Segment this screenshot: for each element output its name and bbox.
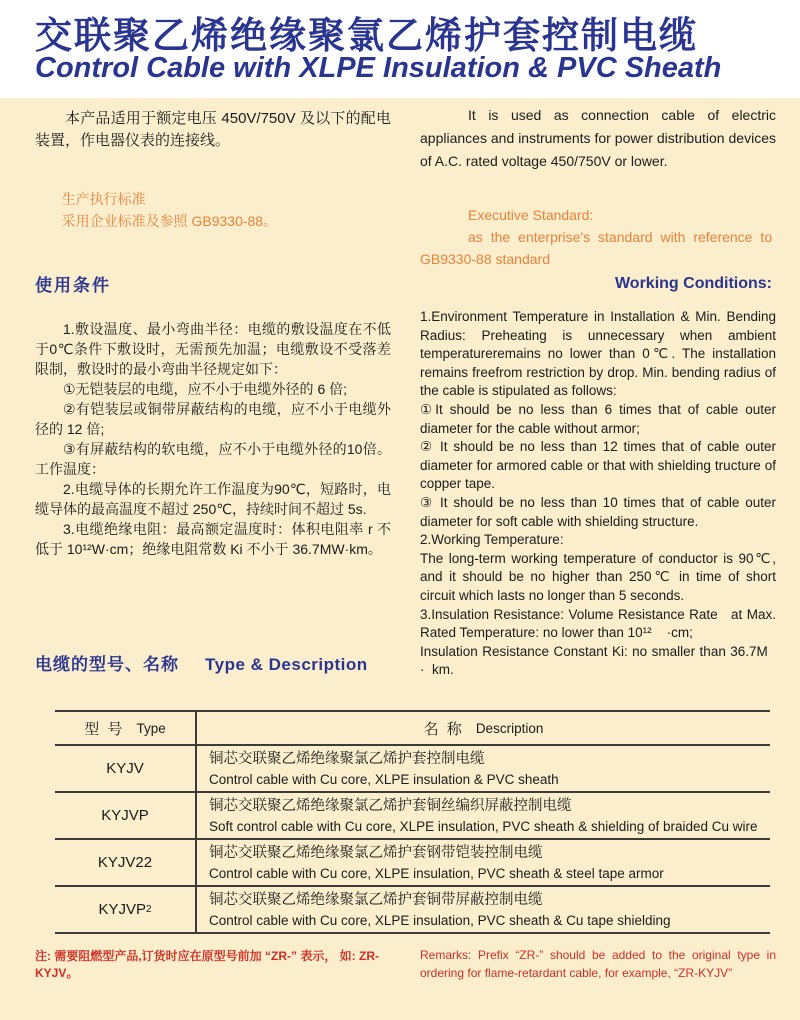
wc-zh-paragraph: ③有屏蔽结构的软电缆，应不小于电缆外径的10倍。工作温度： bbox=[35, 441, 391, 477]
intro-left-column bbox=[35, 108, 391, 232]
wc-en-paragraph: 1.Environment Temperature in Installation & Min. Bending Radius: Preheating is unnecessary when ambient temperatureremains no lower than 0℃. The installation remains freefrom restriction by drop. Min. bending radius of the cable is stipulated as follows: bbox=[420, 309, 776, 399]
wc-en-paragraph: 3.Insulation Resistance: Volume Resistance Rate at Max. Rated Temperature: no lower than 10¹² ·cm; bbox=[420, 606, 776, 641]
intro-paragraph-zh: 本产品适用于额定电压 450V/750V 及以下的配电装置，作电器仪表的连接线。 bbox=[35, 110, 391, 149]
cable-type-code bbox=[55, 793, 197, 838]
cable-description-cell bbox=[197, 793, 770, 838]
description-zh: 铜芯交联聚乙烯绝缘聚氯乙烯护套控制电缆 bbox=[209, 750, 485, 767]
table-row bbox=[55, 746, 770, 793]
description-en: Control cable with Cu core, XLPE insulation & PVC sheath bbox=[209, 771, 559, 787]
page-title-chinese: 交联聚乙烯绝缘聚氯乙烯护套控制电缆 bbox=[35, 15, 698, 56]
working-conditions-zh bbox=[35, 319, 391, 559]
wc-en-paragraph: Insulation Resistance Constant Ki: no smaller than 36.7M · km. bbox=[420, 643, 776, 678]
standard-body-zh: 采用企业标准及参照 GB9330-88。 bbox=[61, 213, 278, 229]
wc-zh-paragraph: 3.电缆绝缘电阻：最高额定温度时：体积电阻率 r 不低于 10¹²W·cm；绝缘电阻常数 Ki 不小于 36.7MW·km。 bbox=[35, 521, 391, 557]
footnote-zh: 注: 需要阻燃型产品,订货时应在原型号前加 “ZR-” 表示， 如: ZR-KYJV。 bbox=[35, 949, 379, 980]
description-zh: 铜芯交联聚乙烯绝缘聚氯乙烯护套铜丝编织屏蔽控制电缆 bbox=[209, 797, 572, 814]
header-type-en: Type bbox=[136, 720, 166, 736]
description-en: Control cable with Cu core, XLPE insulation, PVC sheath & Cu tape shielding bbox=[209, 912, 671, 928]
type-label-subscript: 2 bbox=[145, 904, 152, 915]
section-heading-type-description bbox=[35, 650, 368, 675]
wc-zh-paragraph: ②有铠装层或铜带屏蔽结构的电缆，应不小于电缆外径的 12 倍; bbox=[35, 401, 391, 437]
wc-en-paragraph: The long-term working temperature of conductor is 90℃, and it should be no higher than 250℃ in time of short circuit which lasts no longer than 5 seconds. bbox=[420, 550, 776, 603]
wc-zh-paragraph: 1.敷设温度、最小弯曲半径：电缆的敷设温度在不低于0℃条件下敷设时，无需预先加温；电缆敷设不受落差限制，敷设时的最小弯曲半径规定如下： bbox=[35, 321, 391, 377]
cable-type-code bbox=[55, 746, 197, 791]
type-heading-en: Type & Description bbox=[205, 655, 368, 674]
description-en: Control cable with Cu core, XLPE insulation, PVC sheath & steel tape armor bbox=[209, 865, 664, 881]
description-en: Soft control cable with Cu core, XLPE insulation, PVC sheath & shielding of braided Cu wire bbox=[209, 818, 758, 834]
executive-standard-en bbox=[420, 204, 776, 270]
table-header-type bbox=[55, 712, 197, 744]
cable-type-code bbox=[55, 887, 197, 932]
header-desc-en: Description bbox=[475, 720, 544, 736]
intro-paragraph-en: It is used as connection cable of electric appliances and instruments for power distribution devices of A.C. rated voltage 450/750V or lower. bbox=[420, 107, 776, 169]
wc-en-paragraph: ①It should be no less than 6 times that of cable outer diameter for the cable without armor; bbox=[420, 401, 776, 436]
description-zh: 铜芯交联聚乙烯绝缘聚氯乙烯护套钢带铠装控制电缆 bbox=[209, 844, 543, 861]
section-heading-working-conditions: Working Conditions: bbox=[614, 275, 772, 292]
standard-title-zh: 生产执行标准 bbox=[61, 191, 146, 207]
standard-body-en: as the enterprise's standard with reference to GB9330-88 standard bbox=[420, 229, 776, 267]
cable-description-cell bbox=[197, 840, 770, 885]
type-heading-zh: 电缆的型号、名称 bbox=[35, 655, 179, 674]
table-row bbox=[55, 887, 770, 934]
table-header-description bbox=[197, 712, 770, 744]
table-header-row bbox=[55, 712, 770, 746]
footnote-remarks-en: Remarks: Prefix “ZR-” should be added to the original type in ordering for flame-retardant cable, for example, “ZR-KYJV” bbox=[420, 948, 776, 980]
intro-right-column bbox=[420, 104, 776, 270]
header-type-zh: 型 号 bbox=[84, 720, 125, 738]
wc-zh-paragraph: ①无铠装层的电缆，应不小于电缆外径的 6 倍; bbox=[63, 381, 348, 397]
table-row bbox=[55, 793, 770, 840]
cable-description-cell bbox=[197, 887, 770, 932]
header-desc-zh: 名 称 bbox=[423, 720, 464, 738]
type-label: KYJV22 bbox=[97, 854, 153, 871]
working-conditions-en bbox=[420, 308, 776, 680]
wc-en-paragraph: ② It should be no less than 12 times that of cable outer diameter for armored cable or that with shielding tructure of copper tape. bbox=[420, 439, 776, 492]
cable-type-code bbox=[55, 840, 197, 885]
type-label: KYJVP bbox=[101, 807, 149, 824]
section-heading-usage-zh: 使用条件 bbox=[35, 276, 111, 295]
wc-zh-paragraph: 2.电缆导体的长期允许工作温度为90℃，短路时，电缆导体的最高温度不超过 250℃，持续时间不超过 5s. bbox=[35, 481, 391, 517]
type-description-table bbox=[55, 710, 770, 934]
executive-standard-zh bbox=[35, 188, 391, 232]
page-title-english: Control Cable with XLPE Insulation & PVC Sheath bbox=[35, 52, 722, 84]
wc-en-paragraph: ③ It should be no less than 10 times that of cable outer diameter for soft cable with shielding structure. bbox=[420, 494, 776, 529]
wc-en-paragraph: 2.Working Temperature: bbox=[420, 532, 564, 548]
table-row bbox=[55, 840, 770, 887]
description-zh: 铜芯交联聚乙烯绝缘聚氯乙烯护套铜带屏蔽控制电缆 bbox=[209, 891, 543, 908]
type-label: KYJV bbox=[106, 760, 144, 777]
cable-description-cell bbox=[197, 746, 770, 791]
standard-title-en: Executive Standard: bbox=[468, 207, 594, 223]
type-label: KYJVP bbox=[98, 901, 146, 918]
